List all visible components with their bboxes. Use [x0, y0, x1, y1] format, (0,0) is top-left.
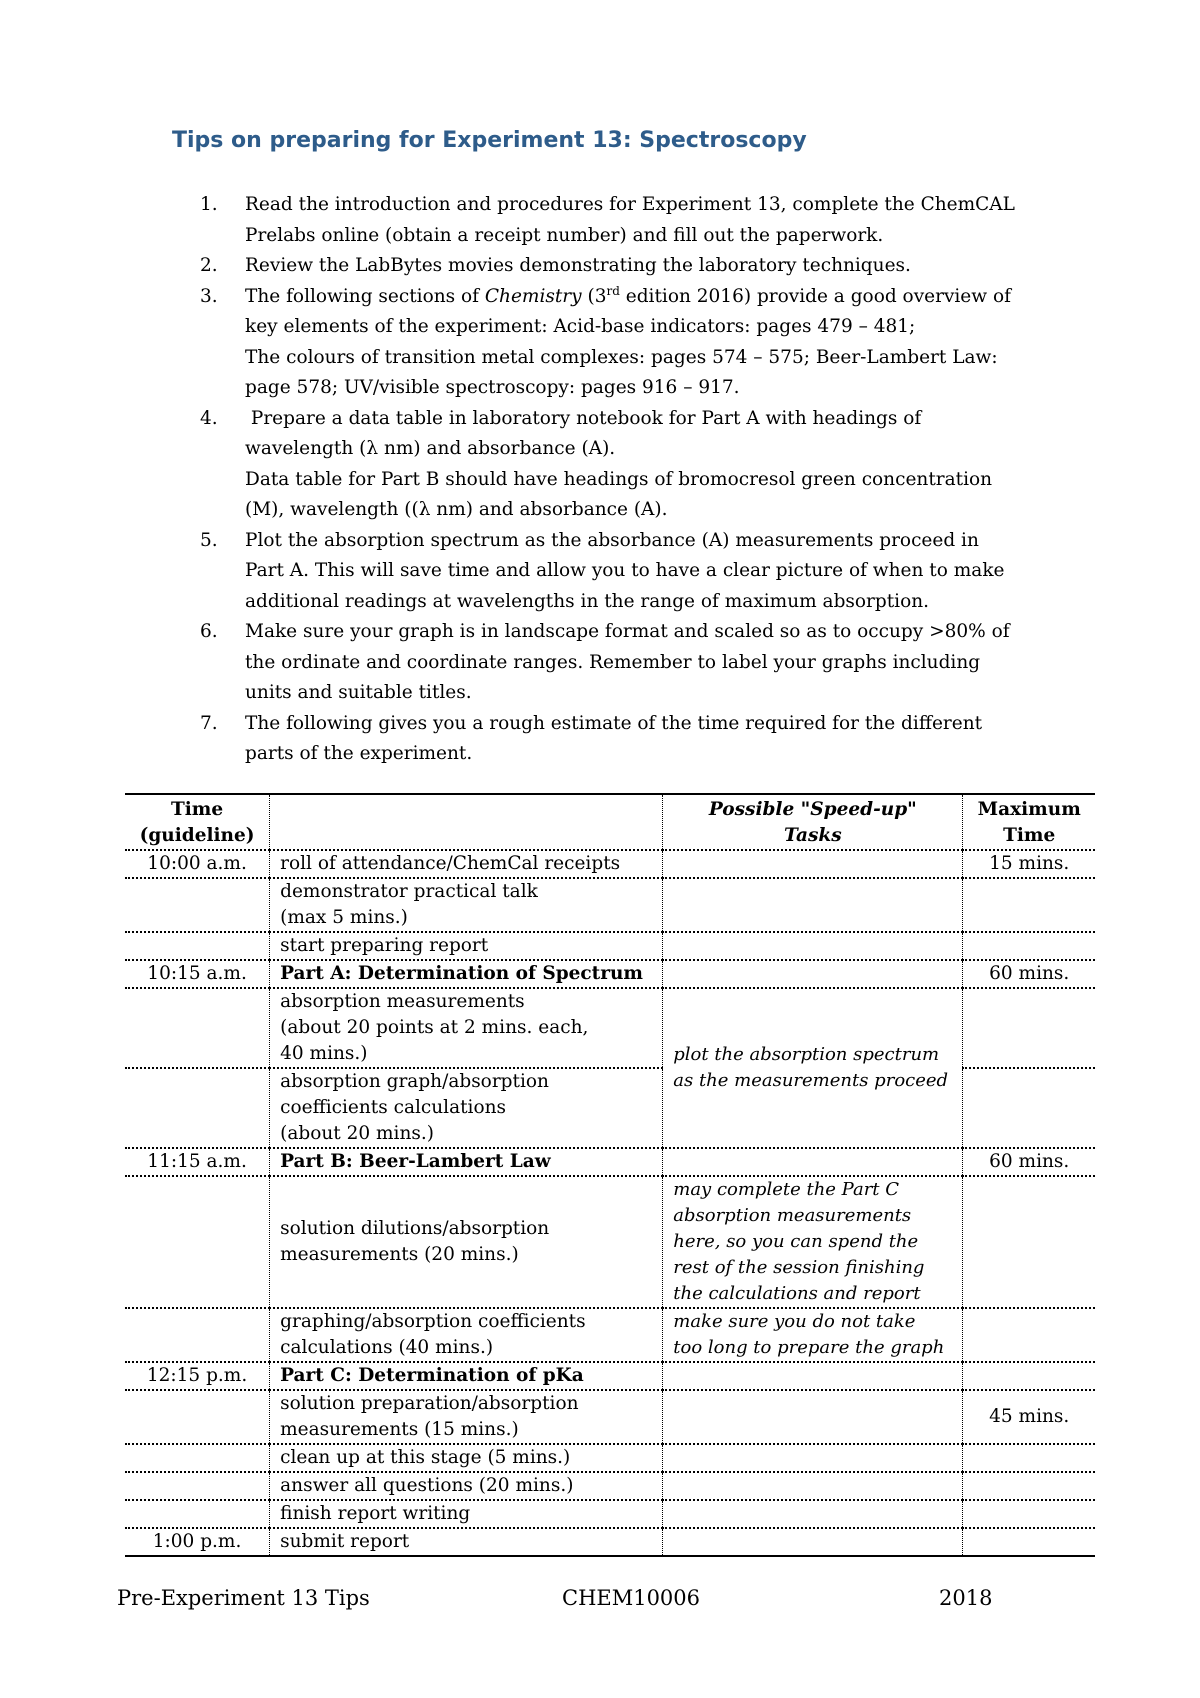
speedup-cell: plot the absorption spectrum as the measurements proceed — [663, 988, 963, 1148]
time-cell — [125, 1472, 270, 1500]
table-row — [125, 850, 1095, 878]
max-time-cell: 60 mins. — [963, 960, 1095, 988]
table-row — [125, 1390, 1095, 1444]
time-cell: 10:00 a.m. — [147, 853, 247, 874]
tip-item: 7. The following gives you a rough estimate of the time required for the different parts of the experiment. — [172, 709, 1032, 770]
activity-cell: graphing/absorption coefficients calculations (40 mins.) — [270, 1308, 663, 1362]
time-cell — [125, 878, 270, 932]
tip-number: 1. — [200, 194, 218, 215]
table-row — [125, 1500, 1095, 1528]
max-time-cell — [963, 1472, 1095, 1500]
header-speedup: Possible "Speed-up" Tasks — [663, 794, 963, 850]
speedup-cell — [663, 850, 963, 878]
table-row — [125, 988, 1095, 1068]
activity-cell: answer all questions (20 mins.) — [270, 1472, 663, 1500]
max-time-cell — [963, 988, 1095, 1068]
schedule-table — [125, 793, 1095, 1557]
header-time: Time (guideline) — [139, 799, 255, 846]
max-time-cell — [963, 932, 1095, 960]
footer-left: Pre-Experiment 13 Tips — [117, 1586, 370, 1610]
activity-cell: Part B: Beer-Lambert Law — [270, 1148, 663, 1176]
activity-cell: roll of attendance/ChemCal receipts — [270, 850, 663, 878]
activity-cell: demonstrator practical talk (max 5 mins.) — [270, 878, 663, 932]
speedup-cell — [663, 960, 963, 988]
speedup-cell — [663, 1472, 963, 1500]
header-activity — [270, 794, 663, 850]
table-row — [125, 932, 1095, 960]
table-row — [125, 878, 1095, 932]
table-row — [125, 960, 1095, 988]
footer-course-code: CHEM10006 — [562, 1586, 701, 1610]
max-time-cell: 45 mins. — [963, 1390, 1095, 1444]
speedup-cell — [663, 1390, 963, 1444]
table-header-row — [125, 794, 1095, 850]
time-cell — [125, 1068, 270, 1148]
activity-cell: finish report writing — [270, 1500, 663, 1528]
time-cell — [125, 1500, 270, 1528]
footer-year: 2018 — [939, 1586, 993, 1610]
activity-cell: Part C: Determination of pKa — [270, 1362, 663, 1390]
header-max-time: Maximum Time — [963, 794, 1095, 850]
speedup-cell — [663, 878, 963, 932]
activity-cell: submit report — [270, 1528, 663, 1556]
page-title: Tips on preparing for Experiment 13: Spectroscopy — [172, 128, 807, 153]
table-row — [125, 1472, 1095, 1500]
tip-number: 5. — [200, 529, 218, 551]
time-cell — [125, 932, 270, 960]
table-row — [125, 1362, 1095, 1390]
max-time-cell — [963, 1068, 1095, 1148]
tip-item: 2. Review the LabBytes movies demonstrating the laboratory techniques. — [172, 251, 1032, 282]
speedup-cell: may complete the Part C absorption measurements here, so you can spend the rest of the session finishing the calculations and report — [663, 1176, 963, 1308]
tip-number: 2. — [200, 255, 218, 276]
time-cell: 1:00 p.m. — [152, 1531, 242, 1552]
activity-cell: absorption measurements (about 20 points at 2 mins. each, 40 mins.) — [270, 988, 663, 1068]
table-row — [125, 1528, 1095, 1556]
time-cell: 12:15 p.m. — [146, 1365, 248, 1386]
max-time-cell — [963, 1444, 1095, 1472]
time-cell — [125, 988, 270, 1068]
speedup-cell — [663, 1500, 963, 1528]
activity-cell: solution dilutions/absorption measurements (20 mins.) — [270, 1176, 663, 1308]
max-time-cell — [963, 1500, 1095, 1528]
speedup-cell — [663, 932, 963, 960]
speedup-cell: make sure you do not take too long to prepare the graph — [663, 1308, 963, 1362]
tip-item: 1. Read the introduction and procedures for Experiment 13, complete the ChemCAL Prelabs online (obtain a receipt number) and fill out the paperwork. — [172, 190, 1032, 251]
max-time-cell — [963, 1362, 1095, 1390]
max-time-cell — [963, 1528, 1095, 1556]
max-time-cell — [963, 1308, 1095, 1362]
table-row — [125, 1444, 1095, 1472]
speedup-cell — [663, 1148, 963, 1176]
max-time-cell: 15 mins. — [963, 850, 1095, 878]
book-title: Chemistry — [484, 285, 582, 307]
tip-number: 7. — [200, 712, 218, 734]
time-cell — [125, 1444, 270, 1472]
table-row — [125, 1148, 1095, 1176]
activity-cell: Part A: Determination of Spectrum — [270, 960, 663, 988]
tip-item: 4. Prepare a data table in laboratory notebook for Part A with headings of wavelength (λ nm) and absorbance (A). Data table for Part B should have headings of bromocresol green concentration (M), wavelength ((λ nm) and absorbance (A). — [172, 404, 1032, 526]
time-cell: 10:15 a.m. — [147, 963, 247, 984]
time-cell: 11:15 a.m. — [147, 1151, 247, 1172]
table-row — [125, 1308, 1095, 1362]
max-time-cell — [963, 1176, 1095, 1308]
speedup-cell — [663, 1528, 963, 1556]
time-cell — [125, 1176, 270, 1308]
time-cell — [125, 1308, 270, 1362]
tip-number: 3. — [200, 285, 218, 307]
speedup-cell — [663, 1362, 963, 1390]
tip-item: 3. The following sections of Chemistry (3rd edition 2016) provide a good overview of key elements of the experiment: Acid-base indicators: pages 479 – 481; The colours of transition metal complexes: pages 574 – 575; Beer-Lambert Law: page 578; UV/visible spectroscopy: pages 916 – 917. — [200, 283, 1011, 398]
activity-cell: solution preparation/absorption measurements (15 mins.) — [270, 1390, 663, 1444]
max-time-cell — [963, 878, 1095, 932]
tips-list — [172, 190, 1032, 770]
tip-item: 6. Make sure your graph is in landscape format and scaled so as to occupy >80% of the ordinate and coordinate ranges. Remember to label your graphs including units and suitable titles. — [172, 617, 1032, 709]
activity-cell: start preparing report — [270, 932, 663, 960]
activity-cell: clean up at this stage (5 mins.) — [270, 1444, 663, 1472]
time-cell — [125, 1390, 270, 1444]
tip-item: 5. Plot the absorption spectrum as the absorbance (A) measurements proceed in Part A. This will save time and allow you to have a clear picture of when to make additional readings at wavelengths in the range of maximum absorption. — [172, 526, 1032, 618]
max-time-cell: 60 mins. — [963, 1148, 1095, 1176]
tip-number: 4. — [200, 407, 218, 429]
table-row — [125, 1176, 1095, 1308]
tip-number: 6. — [200, 621, 218, 642]
speedup-cell — [663, 1444, 963, 1472]
activity-cell: absorption graph/absorption coefficients calculations (about 20 mins.) — [270, 1068, 663, 1148]
